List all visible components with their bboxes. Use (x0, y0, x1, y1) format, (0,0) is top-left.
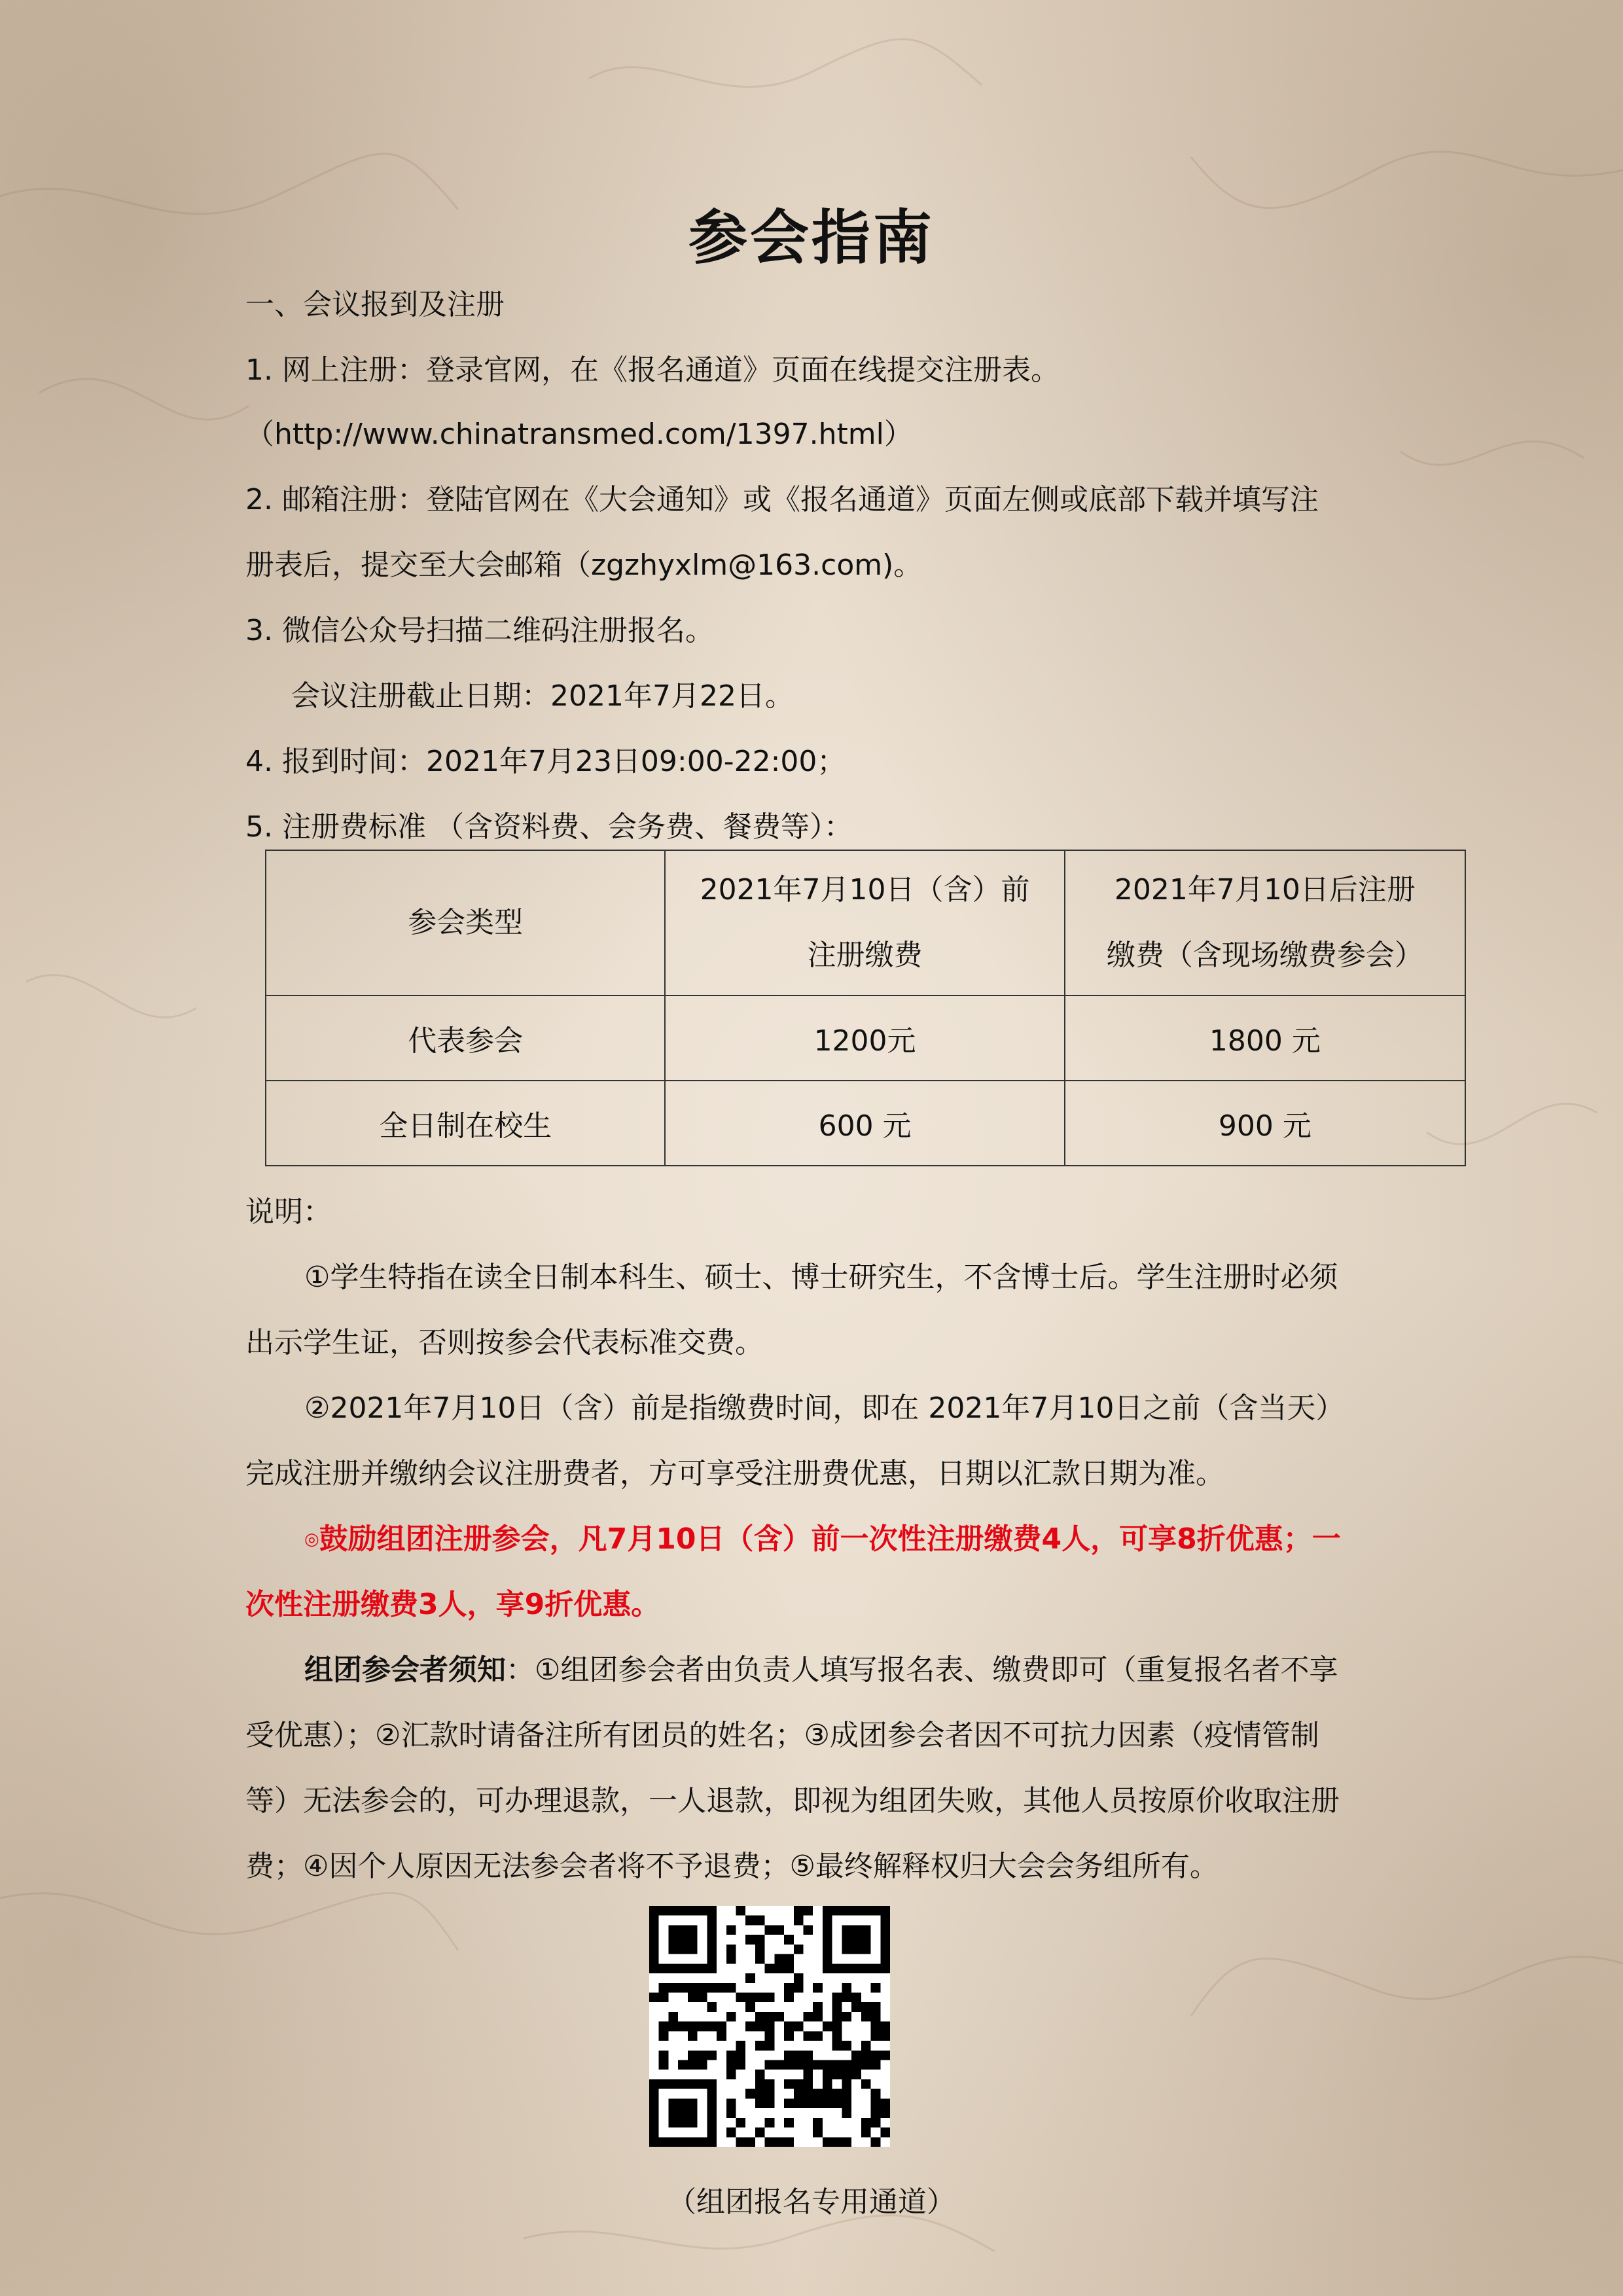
check-in-time-item: 4. 报到时间：2021年7月23日09:00-22:00； (245, 745, 846, 778)
note1-line2: 出示学生证，否则按参会代表标准交费。 (245, 1326, 764, 1359)
header-text: 缴费（含现场缴费参会） (1106, 939, 1423, 972)
email-registration-line1: 2. 邮箱注册：登陆官网在《大会通知》或《报名通道》页面左侧或底部下载并填写注 (245, 483, 1319, 516)
registration-url[interactable]: （http://www.chinatransmed.com/1397.html） (245, 418, 913, 451)
group-rules-line1 (304, 1651, 1338, 1690)
email-registration-line2: 册表后，提交至大会邮箱（zgzhyxlm@163.com)。 (245, 548, 923, 582)
group-text: 鼓励组团注册参会，凡7月10日（含）前一次性注册缴费4人，可享8折优惠；一 (319, 1522, 1341, 1556)
table-row (266, 996, 1465, 1081)
group-discount-line2: 次性注册缴费3人，享9折优惠。 (245, 1588, 660, 1621)
table-cell: 900 元 (1065, 1081, 1465, 1166)
section-heading: 一、会议报到及注册 (245, 288, 505, 321)
table-cell: 1800 元 (1065, 996, 1465, 1081)
table-cell: 代表参会 (266, 996, 665, 1081)
note1-line1: ①学生特指在读全日制本科生、硕士、博士研究生，不含博士后。学生注册时必须 (304, 1261, 1338, 1294)
fee-table-header-late (1065, 850, 1465, 996)
group-rules-label: 组团参会者须知 (304, 1653, 506, 1687)
fee-standard-item: 5. 注册费标准 （含资料费、会务费、餐费等）： (245, 810, 853, 844)
group-rules-line2: 受优惠）；②汇款时请备注所有团员的姓名；③成团参会者因不可抗力因素（疫情管制 (245, 1719, 1319, 1752)
fee-table-header-early (665, 850, 1064, 996)
page-title: 参会指南 (688, 204, 935, 272)
qr-code-icon[interactable] (649, 1906, 890, 2147)
qr-caption: （组团报名专用通道） (668, 2185, 955, 2219)
group-rules-line4: 费；④因个人原因无法参会者将不予退费；⑤最终解释权归大会会务组所有。 (245, 1850, 1219, 1883)
fee-table-header-row (266, 850, 1465, 996)
online-registration-item: 1. 网上注册：登录官网，在《报名通道》页面在线提交注册表。 (245, 353, 1060, 387)
notes-label: 说明： (245, 1195, 332, 1229)
fee-table (265, 850, 1466, 1166)
fee-table-header-type (266, 850, 665, 996)
header-text: 2021年7月10日（含）前 (700, 873, 1030, 906)
wechat-registration-item: 3. 微信公众号扫描二维码注册报名。 (245, 614, 714, 647)
group-rules-text: ：①组团参会者由负责人填写报名表、缴费即可（重复报名者不享 (506, 1653, 1338, 1687)
group-rules-line3: 等）无法参会的，可办理退款，一人退款，即视为组团失败，其他人员按原价收取注册 (245, 1784, 1340, 1818)
header-text: 注册缴费 (807, 939, 923, 972)
table-cell: 全日制在校生 (266, 1081, 665, 1166)
header-text: 2021年7月10日后注册 (1114, 873, 1416, 906)
table-row (266, 1081, 1465, 1166)
table-cell: 600 元 (665, 1081, 1064, 1166)
table-cell: 1200元 (665, 996, 1064, 1081)
header-text: 参会类型 (408, 906, 524, 939)
group-marker: ◎ (304, 1530, 319, 1549)
group-discount-line1 (304, 1520, 1341, 1559)
note2-line1: ②2021年7月10日（含）前是指缴费时间，即在 2021年7月10日之前（含当天） (304, 1391, 1345, 1425)
note2-line2: 完成注册并缴纳会议注册费者，方可享受注册费优惠，日期以汇款日期为准。 (245, 1457, 1224, 1490)
registration-deadline: 会议注册截止日期：2021年7月22日。 (291, 679, 794, 713)
